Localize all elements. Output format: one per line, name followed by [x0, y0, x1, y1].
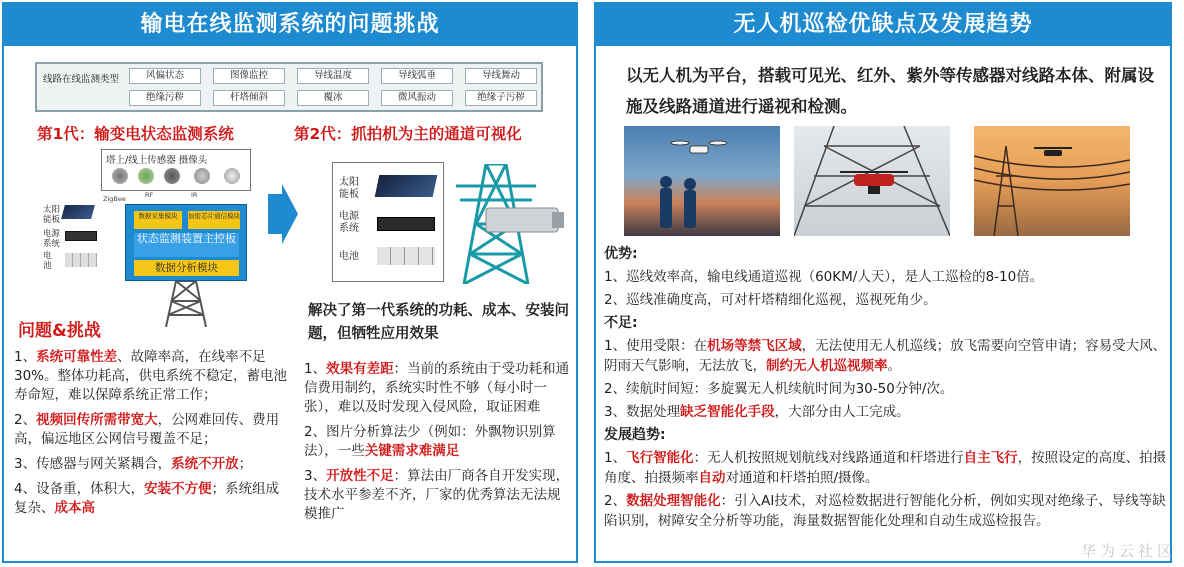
problem-item: 3、传感器与网关紧耦合，系统不开放；: [14, 456, 253, 472]
advantages-heading: 优势:: [604, 246, 638, 262]
solar-label: 太阳能板: [43, 205, 61, 225]
type-cell: 风偏状态: [129, 68, 201, 84]
power-system-icon: [377, 217, 435, 231]
battery-icon: [65, 253, 97, 267]
gen1-title: 第1代：输变电状态监测系统: [37, 125, 234, 143]
disadvantage-item: 1、使用受限：在机场等禁飞区域，无法使用无人机巡线；放飞需要向空管申请；容易受大风、阴雨天气影响，无法放飞，制约无人机巡视频率。: [604, 338, 1167, 374]
advantage-item: 2、巡线准确度高，可对杆塔精细化巡视，巡视死角少。: [604, 292, 937, 308]
drone-photo-3: [974, 126, 1130, 236]
type-cell: 微风振动: [381, 90, 453, 106]
ir-label: IR: [191, 191, 198, 199]
gen2-points: [304, 360, 572, 530]
trend-item: 2、数据处理智能化：引入AI技术，对巡检数据进行智能化分析，例如实现对绝缘子、导线等缺陷识别，树障安全分析等功能，海量数据智能化处理和自动生成巡检报告。: [604, 493, 1166, 529]
right-panel: [594, 2, 1172, 563]
solar-label: 太阳能板: [339, 177, 359, 200]
sensor-icon: [138, 168, 154, 184]
tower-camera-icon: [446, 164, 572, 284]
disadvantage-item: 2、续航时间短：多旋翼无人机续航时间为30-50分钟/次。: [604, 381, 954, 397]
data-analysis-module: 数据分析模块: [134, 260, 239, 276]
battery-label: 电池: [43, 251, 52, 271]
disadvantages-heading: 不足:: [604, 315, 638, 331]
trends-heading: 发展趋势:: [604, 427, 666, 443]
type-cell: 杆塔倾斜: [213, 90, 285, 106]
type-cell: 绝缘子污秽: [465, 90, 537, 106]
gen2-point: 2、图片分析算法少（例如：外飘物识别算法），一些关键需求难满足: [304, 424, 556, 459]
problems-heading: 问题&挑战: [18, 321, 101, 341]
monitoring-device: [125, 204, 247, 281]
gen2-point: 1、效果有差距：当前的系统由于受功耗和通信费用制约，系统实时性不够（每小时一张），难以及时发现入侵风险，取证困难: [304, 361, 570, 415]
left-panel: [2, 2, 578, 563]
type-cell: 导线温度: [297, 68, 369, 84]
monitoring-types-box: [35, 62, 543, 112]
main-control-board: 状态监测装置主控板: [134, 233, 239, 257]
gen2-diagram: [332, 162, 444, 282]
zigbee-label: ZigBee: [103, 195, 126, 203]
type-cell: 图像监控: [213, 68, 285, 84]
uav-details: [604, 244, 1170, 534]
trend-item: 1、飞行智能化：无人机按照规划航线对线路通道和杆塔进行自主飞行，按照设定的高度、拍摄角度、拍摄频率自动对通道和杆塔拍照/摄像。: [604, 450, 1167, 486]
sensor-title: 塔上/线上传感器 摄像头: [106, 155, 208, 166]
battery-icon: [377, 247, 435, 265]
drone-photo-1: [624, 126, 780, 236]
sensor-icon: [194, 168, 210, 184]
watermark: 华为云社区: [1080, 542, 1176, 560]
uav-intro: 以无人机为平台，搭载可见光、红外、紫外等传感器对线路本体、附属设施及线路通道进行遥视和检测。: [626, 66, 1154, 116]
battery-label: 电池: [339, 251, 359, 262]
arrow-right-icon: [268, 184, 298, 244]
data-acquisition-module: 数据采集模块: [134, 211, 182, 229]
type-cell: 绝缘污秽: [129, 90, 201, 106]
problem-item: 2、视频回传所需带宽大，公网难回传、费用高，偏远地区公网信号覆盖不足；: [14, 412, 280, 447]
gen2-title: 第2代：抓拍机为主的通道可视化: [294, 125, 522, 143]
solar-panel-icon: [375, 175, 438, 197]
drone-photo-2: [794, 126, 950, 236]
advantage-item: 1、巡线效率高，输电线通道巡视（60KM/人天），是人工巡检的8-10倍。: [604, 269, 1044, 285]
tower-icon: [151, 281, 221, 327]
disadvantage-item: 3、数据处理缺乏智能化手段，大部分由人工完成。: [604, 404, 910, 420]
right-panel-title: 无人机巡检优缺点及发展趋势: [596, 4, 1170, 46]
problems-list: [14, 348, 290, 524]
gen1-diagram: [41, 149, 259, 327]
rf-label: RF: [145, 191, 154, 199]
monitoring-types-label: 线路在线监测类型: [43, 74, 120, 85]
camera-icon: [224, 168, 240, 184]
power-system-icon: [65, 231, 97, 241]
sensor-icon: [164, 168, 180, 184]
comm-module: 加密芯片通信模块: [188, 211, 240, 229]
left-panel-title: 输电在线监测系统的问题挑战: [4, 4, 576, 46]
sensor-icon: [112, 168, 128, 184]
problem-item: 1、系统可靠性差、故障率高，在线率不足30%。整体功耗高，供电系统不稳定，蓄电池寿命短，难以保障系统正常工作；: [14, 349, 288, 403]
type-cell: 覆冰: [297, 90, 369, 106]
gen2-summary: 解决了第一代系统的功耗、成本、安装问题，但牺牲应用效果: [308, 303, 569, 342]
power-label: 电源系统: [339, 211, 359, 234]
type-cell: 导线舞动: [465, 68, 537, 84]
sensor-box: [101, 149, 251, 191]
problem-item: 4、设备重，体积大，安装不方便；系统组成复杂、成本高: [14, 481, 280, 516]
gen2-point: 3、开放性不足：算法由厂商各自开发实现，技术水平参差不齐，厂家的优秀算法无法规模推广: [304, 468, 570, 522]
type-cell: 导线弧垂: [381, 68, 453, 84]
power-label: 电源系统: [43, 229, 61, 249]
solar-panel-icon: [61, 205, 95, 219]
